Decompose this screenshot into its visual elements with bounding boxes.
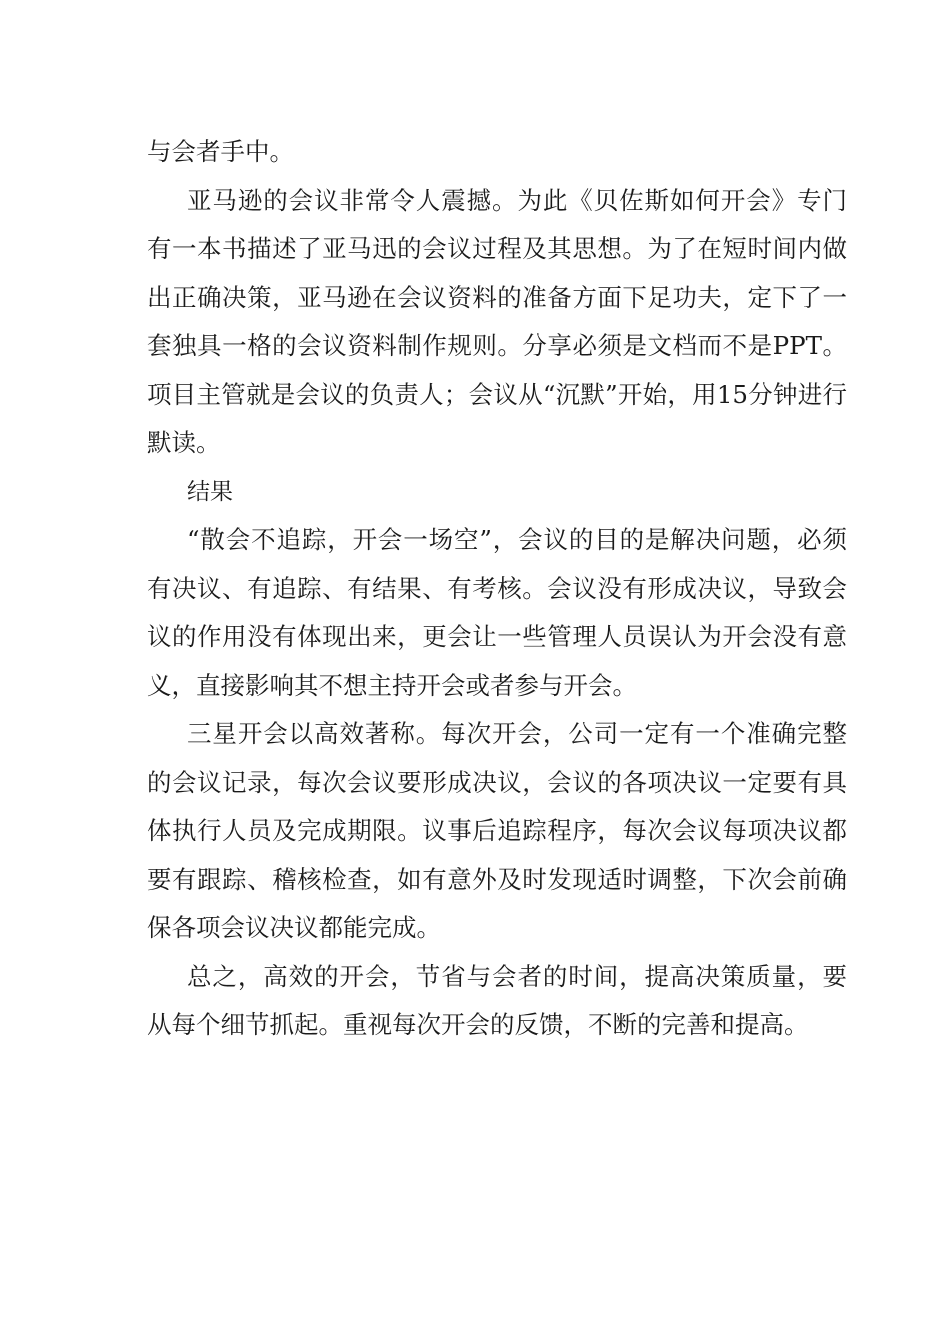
paragraph-continuation: 与会者手中。: [147, 137, 294, 166]
section-heading-result: 结果: [187, 478, 233, 505]
document-body: [147, 128, 847, 1050]
paragraph-samsung: 三星开会以高效著称。每次开会，公司一定有一个准确完整的会议记录，每次会议要形成决议，会议的各项决议一定要有具体执行人员及完成期限。议事后追踪程序，每次会议每项决议都要有跟踪、稽核检查，如有意外及时发现适时调整，下次会前确保各项会议决议都能完成。: [147, 719, 847, 942]
paragraph-amazon: 亚马逊的会议非常令人震撼。为此《贝佐斯如何开会》专门有一本书描述了亚马迅的会议过程及其思想。为了在短时间内做出正确决策，亚马逊在会议资料的准备方面下足功夫，定下了一套独具一格的会议资料制作规则。分享必须是文档而不是PPT。项目主管就是会议的负责人；会议从“沉默”开始，用15分钟进行默读。: [147, 185, 847, 457]
paragraph-conclusion: 总之，高效的开会，节省与会者的时间，提高决策质量，要从每个细节抓起。重视每次开会的反馈，不断的完善和提高。: [147, 961, 847, 1039]
paragraph-follow-up: “散会不追踪，开会一场空”，会议的目的是解决问题，必须有决议、有追踪、有结果、有考核。会议没有形成决议，导致会议的作用没有体现出来，更会让一些管理人员误认为开会没有意义，直接影响其不想主持开会或者参与开会。: [147, 525, 847, 700]
